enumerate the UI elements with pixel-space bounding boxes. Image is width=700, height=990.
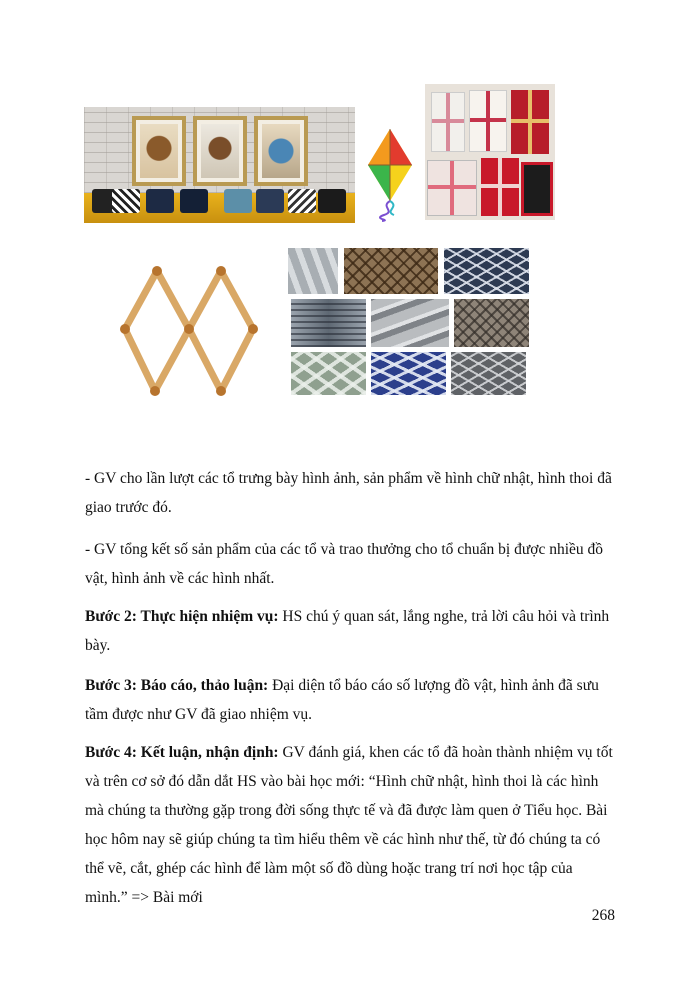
mesh-sample xyxy=(453,298,530,348)
cushion xyxy=(256,189,284,213)
gift-box xyxy=(431,92,465,152)
paragraph-text: - GV tổng kết số sản phẩm của các tổ và trao thưởng cho tổ chuẩn bị được nhiều đồ vật, hình ảnh về các hình nhất. xyxy=(85,541,604,587)
paragraph-text: HS chú ý quan sát, lắng nghe, trả lời câu hỏi và trình bày. xyxy=(85,608,610,654)
mesh-sample xyxy=(290,351,367,396)
step-heading: Bước 4: Kết luận, nhận định: xyxy=(85,744,279,761)
cushion xyxy=(180,189,208,213)
paragraph-step-3 xyxy=(85,671,617,729)
gift-box xyxy=(481,158,519,216)
picture-frame-stag xyxy=(193,116,247,186)
step-heading: Bước 2: Thực hiện nhiệm vụ: xyxy=(85,608,279,625)
cushion xyxy=(112,189,140,213)
gift-box xyxy=(427,160,477,216)
mesh-sample xyxy=(370,351,447,396)
mesh-sample xyxy=(370,298,450,348)
wooden-rack-icon xyxy=(117,263,277,398)
kite-image xyxy=(360,127,420,222)
wooden-rack-image xyxy=(117,263,277,398)
picture-frame-colorful-deer xyxy=(254,116,308,186)
mesh-sample xyxy=(343,247,439,295)
gift-box xyxy=(469,90,507,152)
kite-icon xyxy=(360,127,420,222)
page-number: 268 xyxy=(591,907,615,924)
paragraph-step-2 xyxy=(85,602,617,660)
step-heading: Bước 3: Báo cáo, thảo luận: xyxy=(85,677,269,694)
paragraph-summary-reward xyxy=(85,535,617,593)
gift-box xyxy=(511,90,549,154)
mesh-sample xyxy=(443,247,530,295)
gift-boxes-image xyxy=(425,84,555,220)
paragraph-display-products xyxy=(85,464,617,522)
gift-box xyxy=(521,162,553,216)
paragraph-step-4 xyxy=(85,738,617,912)
paragraph-text: GV đánh giá, khen các tổ đã hoàn thành nhiệm vụ tốt và trên cơ sở đó dẫn dắt HS vào bài học mới: “Hình chữ nhật, hình thoi là các hình mà chúng ta thường gặp trong đời sống thực tế và đã được làm quen ở Tiểu học. Bài học hôm nay sẽ giúp chúng ta tìm hiểu thêm về các hình như thế, từ đó chúng ta có thể vẽ, cắt, ghép các hình để làm một số đồ dùng hoặc trang trí nơi học tập của mình.” => Bài mới xyxy=(85,744,613,906)
living-room-image xyxy=(84,107,355,223)
cushion xyxy=(288,189,316,213)
mesh-sample xyxy=(450,351,527,396)
cushion xyxy=(224,189,252,213)
paragraph-text: - GV cho lần lượt các tổ trưng bày hình ảnh, sản phẩm về hình chữ nhật, hình thoi đã giao trước đó. xyxy=(85,470,612,516)
cushion xyxy=(318,189,346,213)
mesh-sample xyxy=(287,247,339,295)
paragraph-text: Đại diện tổ báo cáo số lượng đồ vật, hình ảnh đã sưu tầm được như GV đã giao nhiệm vụ. xyxy=(85,677,599,723)
picture-frame-deer xyxy=(132,116,186,186)
cushion xyxy=(146,189,174,213)
mesh-sample xyxy=(290,298,367,348)
